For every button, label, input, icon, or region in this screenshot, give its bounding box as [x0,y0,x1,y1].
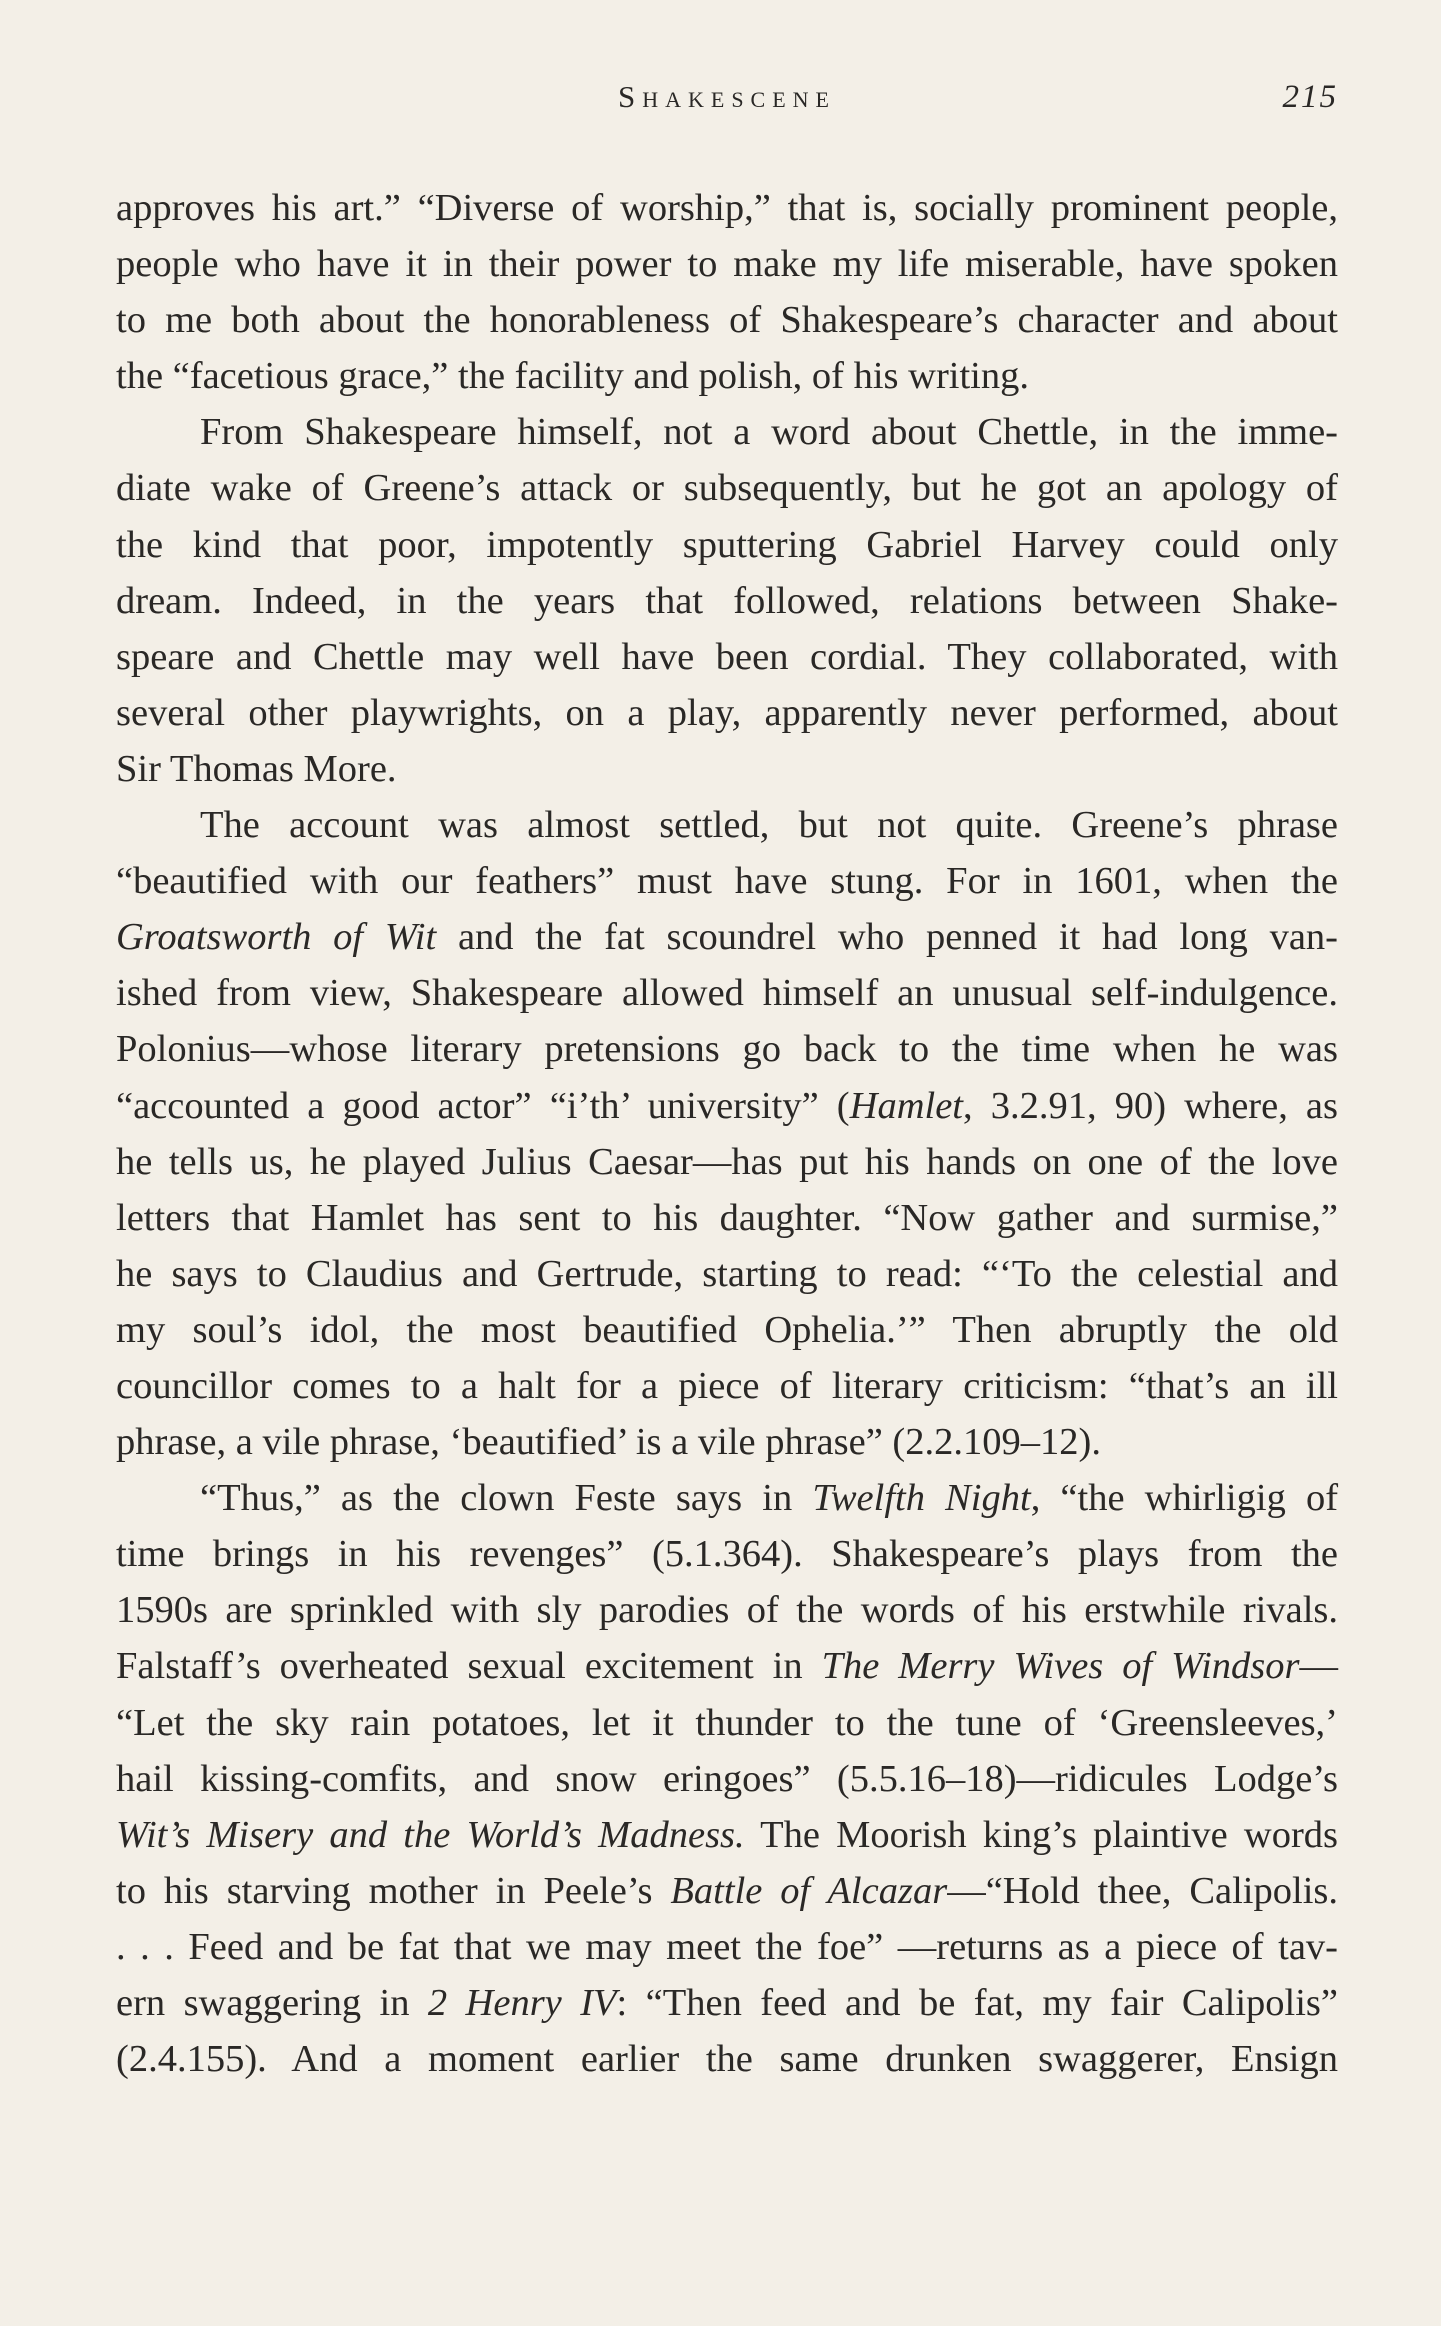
text-segment: to his starving mother in Peele’s [116,1869,671,1912]
text-line: “beautified with our feathers” must have stung. For in 1601, when the [116,860,1338,903]
text-line: letters that Hamlet has sent to his daughter. “Now gather and surmise,” [116,1196,1338,1239]
text-line [116,1078,1338,1134]
text-segment: “accounted a good actor” “i’th’ university” ( [116,1084,850,1127]
italic-title: Groatsworth of Wit [116,916,437,959]
text-line: approves his art.” “Diverse of worship,” that is, socially prominent people, [116,187,1338,229]
italic-title: Hamlet [849,1084,963,1127]
paragraph [116,1470,1338,2087]
italic-title: The Merry Wives of Windsor [821,1645,1300,1688]
text-segment: : “Then feed and be fat, my fair Calipolis” [616,1982,1338,2024]
text-line: the “facetious grace,” the facility and polish, of his writing. [116,355,1030,398]
text-line: 1590s are sprinkled with sly parodies of the words of his erstwhile rivals. [116,1589,1338,1632]
text-line: he says to Claudius and Gertrude, starting to read: “‘To the celestial and [116,1252,1338,1295]
text-segment: Falstaff’s overheated sexual excitement in [116,1645,822,1688]
text-line: dream. Indeed, in the years that followed, relations between Shake- [116,579,1338,622]
text-line: speare and Chettle may well have been cordial. They collaborated, with [116,635,1338,678]
text-line: (2.4.155). And a moment earlier the same drunken swaggerer, Ensign [116,2038,1338,2081]
text-line: councillor comes to a halt for a piece of literary criticism: “that’s an ill [116,1364,1338,1407]
text-line: time brings in his revenges” (5.1.364). Shakespeare’s plays from the [116,1533,1338,1576]
italic-title: Battle of Alcazar [670,1869,948,1912]
text-line: to me both about the honorableness of Shakespeare’s character and about [116,299,1338,342]
paragraph [116,797,1338,1470]
italic-title: Wit’s Misery and the World’s Madness. [116,1813,745,1856]
text-line: “Let the sky rain potatoes, let it thunder to the tune of ‘Greensleeves,’ [116,1701,1338,1744]
text-line: phrase, a vile phrase, ‘beautified’ is a vile phrase” (2.2.109–12). [116,1421,1101,1464]
paragraph [116,404,1338,797]
text-line: hail kissing-comfits, and snow eringoes” (5.5.16–18)—ridicules Lodge’s [116,1757,1338,1800]
text-line: people who have it in their power to make my life miserable, have spoken [116,243,1338,286]
running-head [116,72,1338,122]
text-line [116,1638,1338,1694]
text-segment: — [1299,1645,1338,1688]
italic-title: 2 Henry IV [427,1982,617,2024]
text-line: ished from view, Shakespeare allowed himself an unusual self-indulgence. [116,972,1338,1015]
text-line [116,1470,1338,1526]
text-segment: ern swaggering in [116,1982,428,2024]
text-segment: The Moorish king’s plaintive words [744,1813,1338,1856]
text-segment: “Thus,” as the clown Feste says in [200,1477,813,1520]
text-segment: , 3.2.91, 90) where, as [962,1084,1338,1127]
text-segment: —“Hold thee, Calipolis. [947,1869,1338,1912]
page-number: 215 [1282,79,1338,115]
text-line: he tells us, he played Julius Caesar—has put his hands on one of the love [116,1140,1338,1183]
text-line: the kind that poor, impotently sputtering Gabriel Harvey could only [116,523,1338,566]
text-line: Polonius—whose literary pretensions go back to the time when he was [116,1028,1338,1071]
body-text [116,180,1338,2087]
text-line: . . . Feed and be fat that we may meet the foe” —returns as a piece of tav- [116,1925,1338,1968]
text-line: Sir Thomas More. [116,747,397,790]
text-line: The account was almost settled, but not quite. Greene’s phrase [200,804,1338,847]
text-line [116,1975,1338,2031]
text-segment: , “the whirligig of [1030,1477,1339,1520]
text-line: diate wake of Greene’s attack or subsequently, but he got an apology of [116,467,1338,510]
text-line: my soul’s idol, the most beautified Ophelia.’” Then abruptly the old [116,1308,1338,1351]
text-segment: and the fat scoundrel who penned it had long van- [436,916,1338,959]
running-title: Shakescene [617,79,837,114]
text-line: several other playwrights, on a play, apparently never performed, about [116,691,1338,734]
text-line [116,1863,1338,1919]
paragraph [116,180,1338,404]
italic-title: Twelfth Night [812,1477,1031,1520]
text-line [116,909,1338,965]
text-line: From Shakespeare himself, not a word about Chettle, in the imme- [200,411,1338,454]
text-line [116,1807,1338,1863]
